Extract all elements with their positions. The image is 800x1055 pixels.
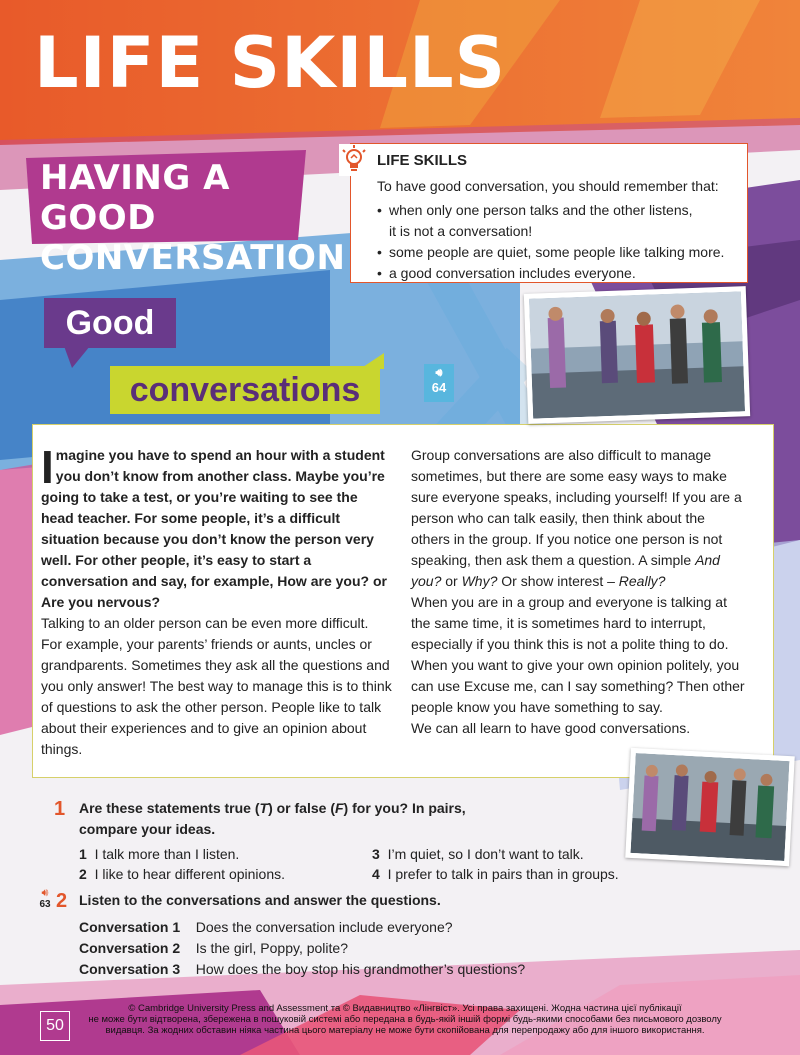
exercise-1-item-4: 4 I prefer to talk in pairs than in groups. bbox=[372, 866, 619, 882]
exercise-1-item-3: 3 I’m quiet, so I don’t want to talk. bbox=[372, 846, 584, 862]
exercise-2-item-3: Conversation 3 How does the boy stop his grandmother’s questions? bbox=[79, 961, 526, 977]
exercise-2-item-1: Conversation 1 Does the conversation include everyone? bbox=[79, 919, 453, 935]
audio-track-number-ex2: 63 bbox=[39, 899, 51, 910]
exercise-1-item-2: 2 I like to hear different opinions. bbox=[79, 866, 285, 882]
reading-paragraph-2: Talking to an older person can be even more difficult. For example, your parents’ friends or aunts, uncles or grandparents. Sometimes they ask all the questions and you only answer! The best way to manage this is to think of questions to ask the other person. People like to talk about their experiences and to give an opinion about things. bbox=[41, 615, 392, 757]
reading-paragraph-5: We can all learn to have good conversations. bbox=[411, 720, 691, 736]
speaker-icon-ex2: 🔊︎ bbox=[41, 887, 49, 899]
speech-bubble-conversations-tail bbox=[360, 353, 384, 369]
tip-bullet-3: • a good conversation includes everyone. bbox=[377, 263, 747, 284]
reading-text-box bbox=[32, 424, 774, 778]
lesson-title-line1: HAVING A GOOD bbox=[40, 158, 230, 238]
tip-bullet-2: • some people are quiet, some people like talking more. bbox=[377, 242, 747, 263]
speech-bubble-conversations: conversations bbox=[110, 366, 380, 414]
drop-cap: I bbox=[41, 441, 54, 493]
exercise-1-number: 1 bbox=[54, 798, 66, 820]
photo-group-students-top bbox=[524, 286, 750, 424]
speaker-icon: 🔊︎ bbox=[435, 367, 443, 379]
speech-bubble-good-tail bbox=[64, 346, 90, 368]
reading-paragraph-3: Group conversations are also difficult to manage sometimes, but there are some easy ways to make sure everyone speaks, including yourself! If you are a person who can talk easily, then think about the others in the group. If you notice one person is not speaking, then ask them a question. A simple And you? or Why? Or show interest – Really? bbox=[411, 447, 742, 589]
exercise-1-question: Are these statements true (T) or false (F) for you? In pairs, compare your ideas. bbox=[79, 800, 466, 837]
photo-group-students-bottom-image bbox=[630, 753, 789, 861]
audio-track-number: 64 bbox=[431, 380, 447, 395]
reading-column-right bbox=[411, 445, 747, 739]
exercise-2-item-2: Conversation 2 Is the girl, Poppy, polite? bbox=[79, 940, 348, 956]
audio-track-badge-reading[interactable] bbox=[424, 364, 454, 402]
exercise-1-item-1: 1 I talk more than I listen. bbox=[79, 846, 240, 862]
copyright-notice: © Cambridge University Press and Assessment та © Видавництво «Лінгвіст». Усі права захищені. Жодна частина цієї публікації не може бути відтворена, збережена в пошуковій системі або передана в будь-якій іншій формі будь-якими способами без письмового дозволу видавця. За жодних обставин ніяка частина цього матеріалу не може бути скопійована для перепродажу або для іншого використання. bbox=[88, 1003, 722, 1036]
audio-track-badge-ex2[interactable] bbox=[36, 888, 54, 911]
page-number: 50 bbox=[40, 1011, 70, 1041]
reading-lead-paragraph bbox=[41, 441, 393, 613]
photo-group-students-top-image bbox=[529, 291, 745, 418]
exercise-2-number: 2 bbox=[56, 890, 68, 912]
speech-bubble-good: Good bbox=[44, 298, 176, 348]
lightbulb-icon bbox=[339, 144, 369, 176]
life-skills-tip-box bbox=[350, 143, 748, 283]
tip-list bbox=[377, 200, 747, 284]
reading-column-left bbox=[41, 441, 393, 760]
exercise-2-question: Listen to the conversations and answer the questions. bbox=[79, 892, 441, 908]
tip-intro: To have good conversation, you should remember that: bbox=[377, 178, 719, 194]
tip-bullet-1: • when only one person talks and the other listens, it is not a conversation! bbox=[377, 200, 747, 242]
lesson-title bbox=[40, 158, 346, 278]
lesson-title-line2: CONVERSATION bbox=[40, 238, 346, 278]
reading-lead-text: magine you have to spend an hour with a student you don’t know from another class. Maybe you’re going to take a test, or you’re waiting to see the head teacher. For some people, it’s a difficult situation because you don’t know the person very well. For other people, it’s easy to start a conversation and say, for example, How are you? or Are you nervous? bbox=[41, 447, 387, 610]
reading-paragraph-4: When you are in a group and everyone is talking at the same time, it is sometimes hard to interrupt, especially if you think this is not a polite thing to do. When you want to give your own opinion politely, you can use Excuse me, can I say something? Then other people know you have something to say. bbox=[411, 594, 745, 715]
photo-group-students-bottom bbox=[625, 748, 795, 866]
unit-title: LIFE SKILLS bbox=[34, 22, 506, 104]
tip-heading: LIFE SKILLS bbox=[377, 152, 467, 169]
